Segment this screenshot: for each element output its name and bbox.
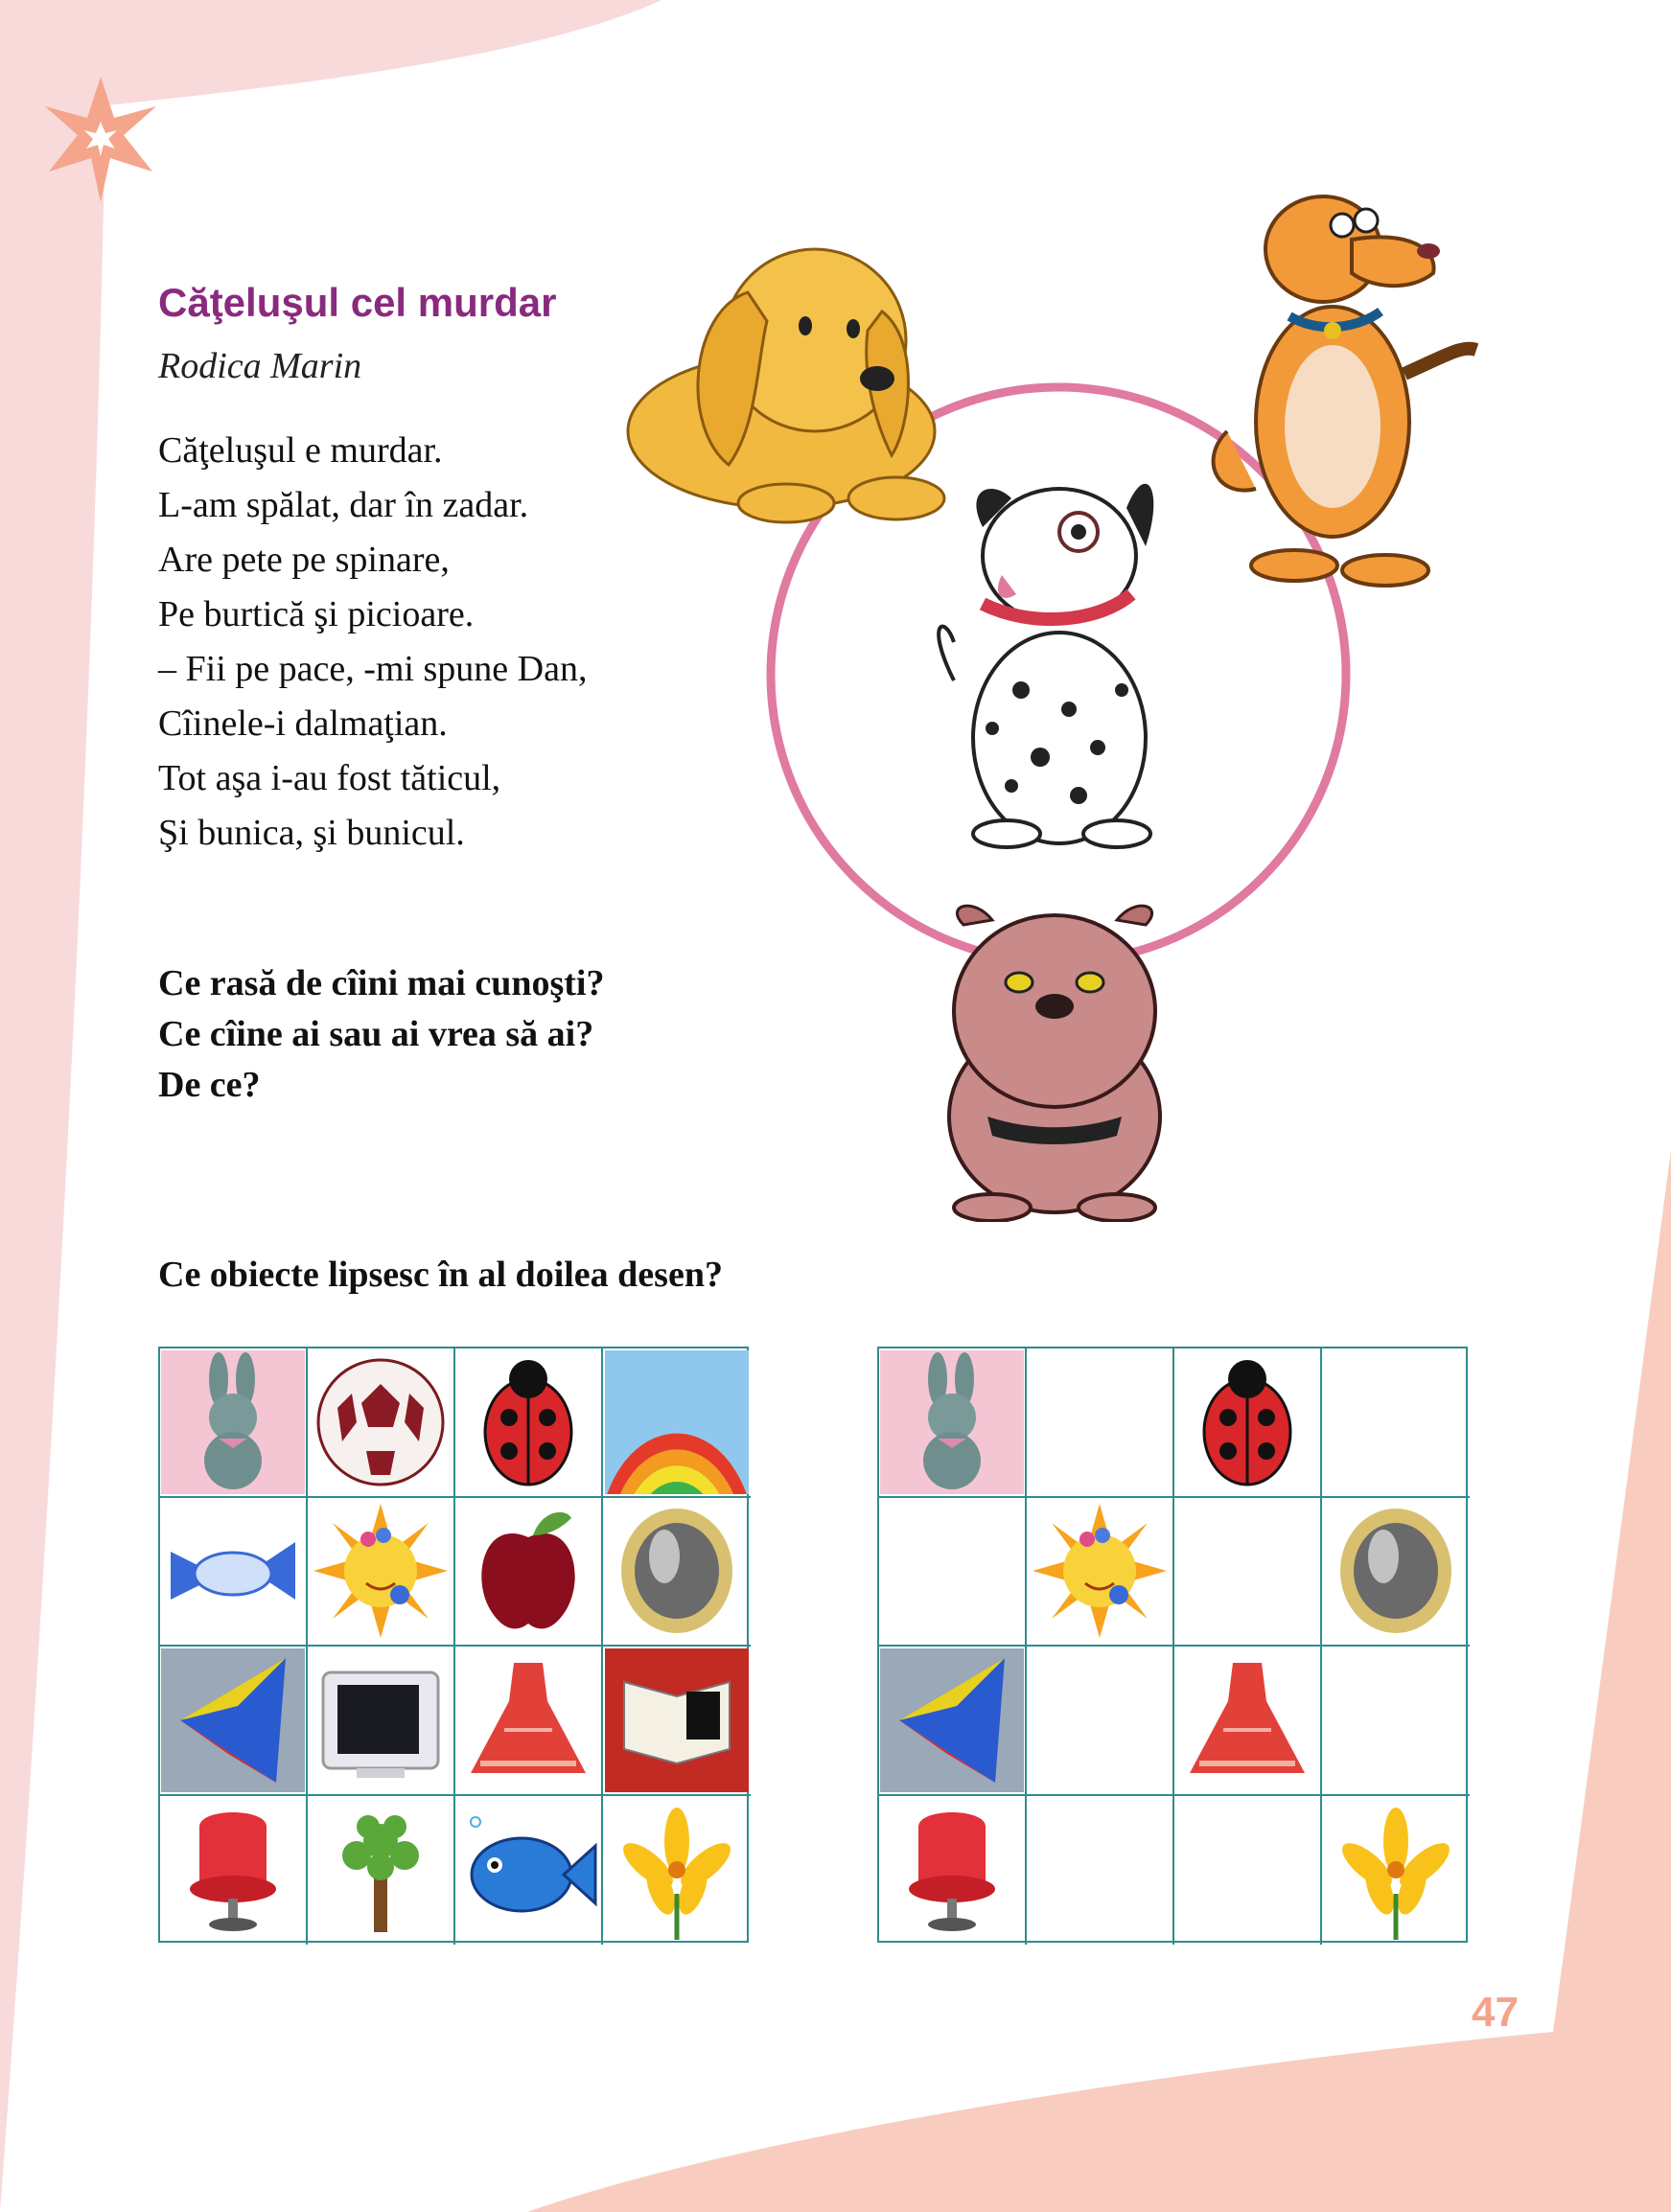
grid-cell-kite [160, 1647, 308, 1796]
grid-cell-dress [1174, 1647, 1322, 1796]
chair-icon [161, 1798, 305, 1942]
poem-line: Şi bunica, şi bunicul. [158, 813, 465, 853]
apple-icon [456, 1499, 600, 1643]
grid-cell-tree [308, 1796, 455, 1946]
objects-grid-partial [877, 1347, 1468, 1943]
grid-cell-bunny [879, 1348, 1027, 1498]
grid-cell-empty [1174, 1498, 1322, 1647]
grid-cell-apple [455, 1498, 603, 1647]
grid-cell-empty [1027, 1796, 1174, 1946]
grid-cell-candy [160, 1498, 308, 1647]
grid-cell-empty [1322, 1647, 1470, 1796]
poem-line: L-am spălat, dar în zadar. [158, 485, 529, 525]
grid-cell-ladybug [455, 1348, 603, 1498]
grid-cell-mirror [603, 1498, 751, 1647]
poem-title: Căţeluşul cel murdar [158, 280, 557, 325]
grid-cell-dress [455, 1647, 603, 1796]
grid-cell-tv [308, 1647, 455, 1796]
dalmatian-illustration [925, 450, 1203, 853]
grid-cell-chair [879, 1796, 1027, 1946]
dress-icon [1175, 1648, 1319, 1792]
poem-line: – Fii pe pace, -mi spune Dan, [158, 649, 588, 689]
grid-cell-book [603, 1647, 751, 1796]
page-number: 47 [1472, 1989, 1519, 2036]
poem-text [158, 424, 587, 861]
fish-icon [456, 1798, 600, 1942]
tv-icon [309, 1648, 453, 1792]
grid-cell-empty [1322, 1348, 1470, 1498]
discussion-questions [158, 958, 604, 1111]
grid-cell-empty [879, 1498, 1027, 1647]
poem-line: Tot aşa i-au fost tăticul, [158, 758, 501, 798]
grid-cell-chair [160, 1796, 308, 1946]
cocker-spaniel-illustration [623, 225, 959, 532]
poem-line: Căţeluşul e murdar. [158, 430, 443, 471]
kite-icon [161, 1648, 305, 1792]
grid-cell-lily [1322, 1796, 1470, 1946]
candy-icon [161, 1499, 305, 1643]
grid-cell-empty [1027, 1348, 1174, 1498]
grid-cell-empty [1027, 1647, 1174, 1796]
lily-icon [1324, 1798, 1468, 1942]
question-1: Ce rasă de cîini mai cunoşti? [158, 963, 605, 1003]
book-icon [605, 1648, 749, 1792]
objects-grid-full [158, 1347, 749, 1943]
mirror-icon [1324, 1499, 1468, 1643]
mirror-icon [605, 1499, 749, 1643]
grid-cell-sun [1027, 1498, 1174, 1647]
sun-icon [1028, 1499, 1172, 1643]
bulldog-illustration [935, 896, 1174, 1222]
bunny-icon [161, 1350, 305, 1494]
poem-author: Rodica Marin [158, 346, 362, 386]
poem-line: Cîinele-i dalmaţian. [158, 703, 448, 744]
poem-line: Pe burtică şi picioare. [158, 594, 475, 634]
grid-cell-fish [455, 1796, 603, 1946]
sun-icon [309, 1499, 453, 1643]
tree-icon [309, 1798, 453, 1942]
grid-cell-kite [879, 1647, 1027, 1796]
grid-cell-mirror [1322, 1498, 1470, 1647]
task-instruction: Ce obiecte lipsesc în al doilea desen? [158, 1255, 723, 1295]
ladybug-icon [1175, 1350, 1319, 1494]
rainbow-icon [605, 1350, 749, 1494]
grid-cell-sun [308, 1498, 455, 1647]
ball-icon [309, 1350, 453, 1494]
grid-cell-lily [603, 1796, 751, 1946]
question-2: Ce cîine ai sau ai vrea să ai? [158, 1014, 594, 1054]
kite-icon [880, 1648, 1024, 1792]
grid-cell-ladybug [1174, 1348, 1322, 1498]
chair-icon [880, 1798, 1024, 1942]
grid-cell-rainbow [603, 1348, 751, 1498]
grid-cell-bunny [160, 1348, 308, 1498]
lily-icon [605, 1798, 749, 1942]
ladybug-icon [456, 1350, 600, 1494]
bunny-icon [880, 1350, 1024, 1494]
grid-cell-ball [308, 1348, 455, 1498]
question-3: De ce? [158, 1065, 261, 1105]
grid-cell-empty [1174, 1796, 1322, 1946]
dress-icon [456, 1648, 600, 1792]
poem-line: Are pete pe spinare, [158, 540, 450, 580]
standing-dog-illustration [1198, 182, 1486, 594]
